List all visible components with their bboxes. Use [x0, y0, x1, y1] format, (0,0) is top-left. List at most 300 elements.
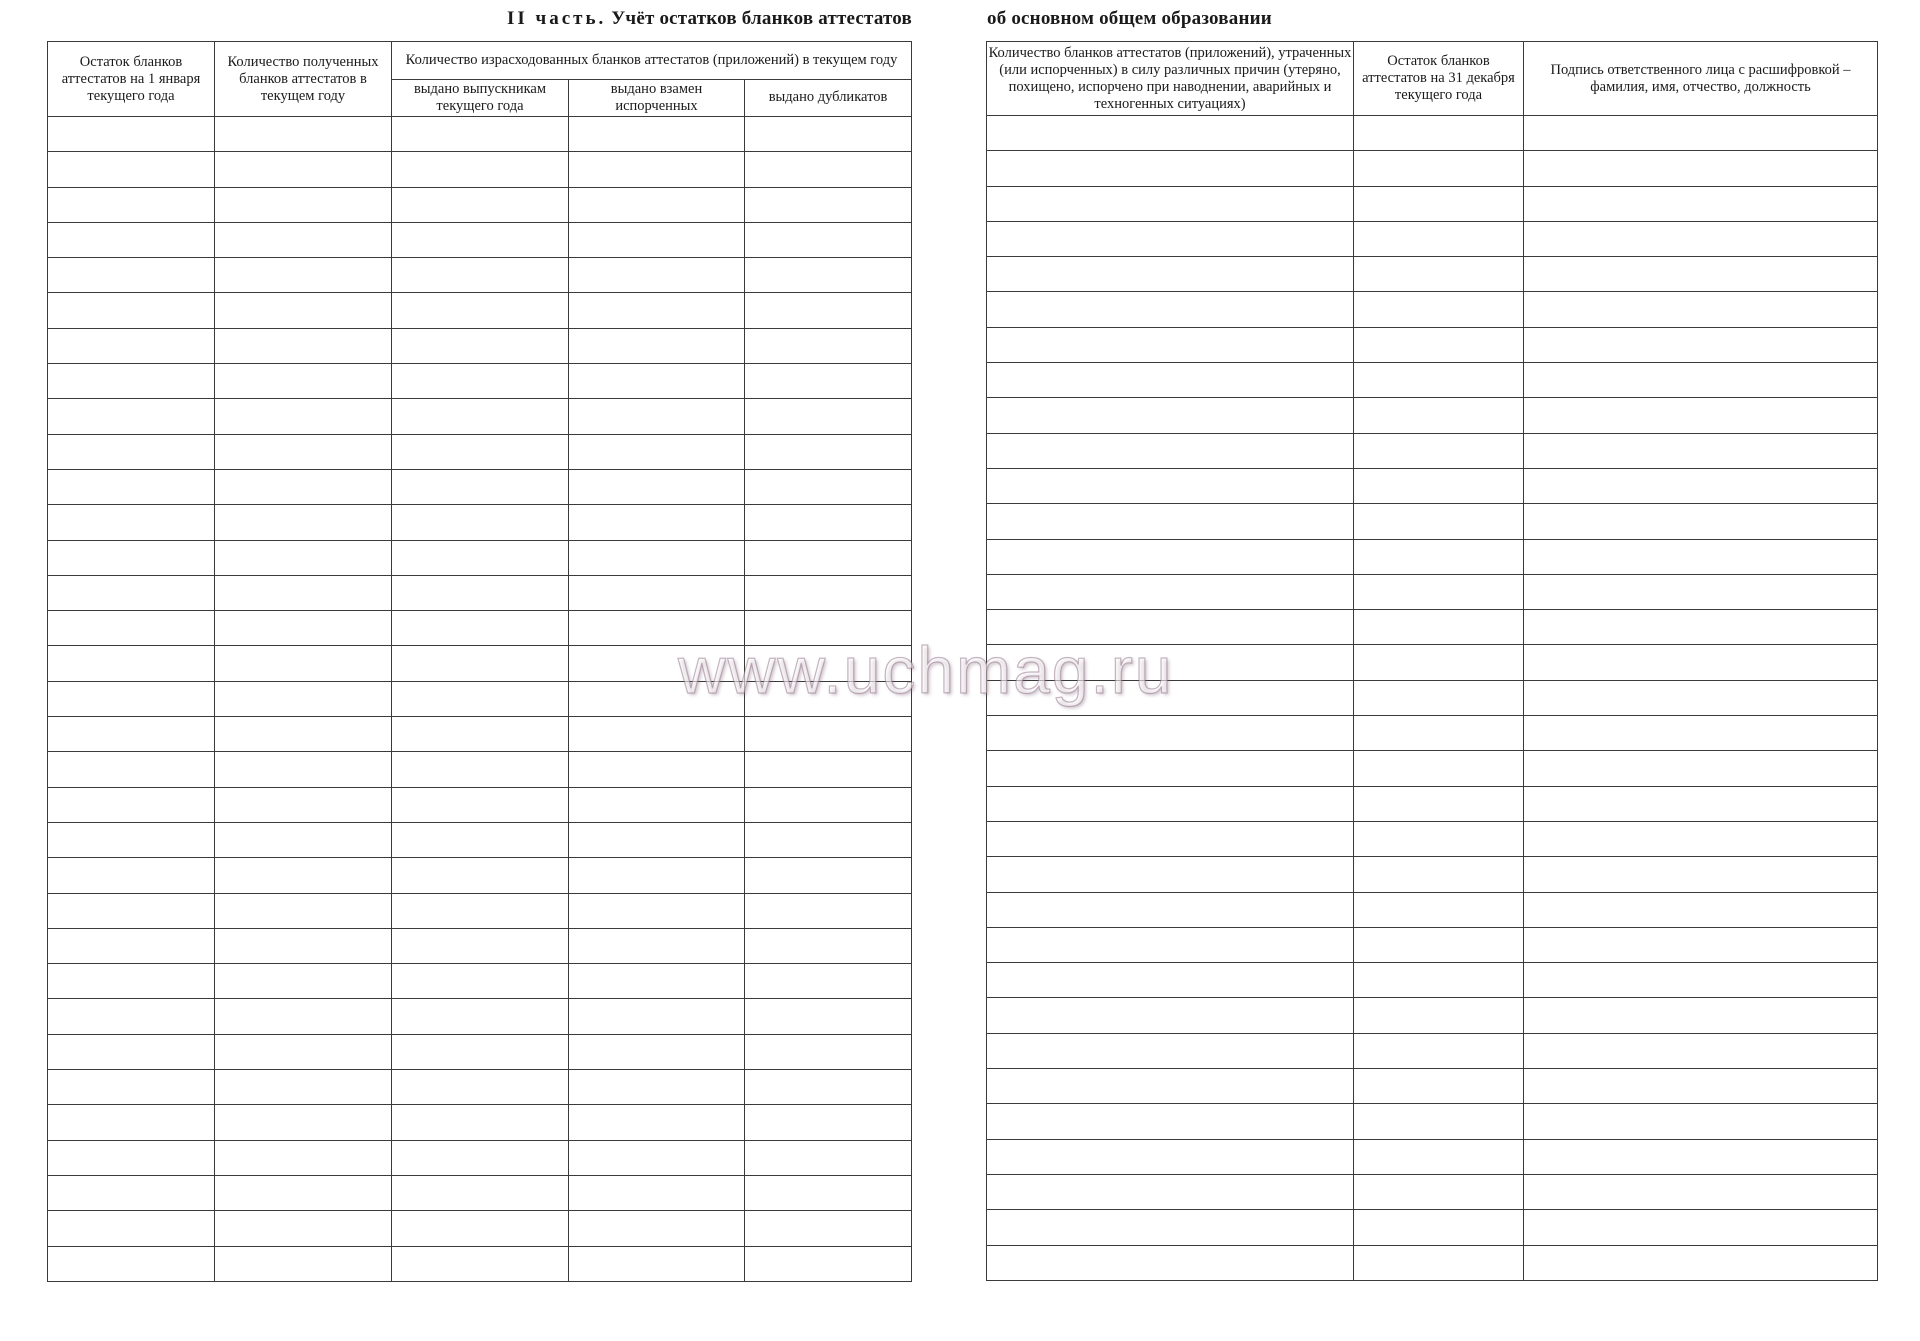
- table-cell[interactable]: [392, 469, 569, 504]
- table-cell[interactable]: [745, 117, 912, 152]
- table-cell[interactable]: [745, 399, 912, 434]
- table-row: [48, 575, 912, 610]
- table-row: [987, 786, 1878, 821]
- table-cell[interactable]: [48, 928, 215, 963]
- table-cell[interactable]: [392, 893, 569, 928]
- table-cell[interactable]: [1524, 927, 1878, 962]
- table-cell[interactable]: [569, 364, 745, 399]
- table-cell[interactable]: [569, 964, 745, 999]
- table-row: [987, 892, 1878, 927]
- table-cell[interactable]: [1524, 539, 1878, 574]
- table-row: [48, 1140, 912, 1175]
- table-row: [48, 928, 912, 963]
- table-cell[interactable]: [569, 222, 745, 257]
- table-cell[interactable]: [569, 434, 745, 469]
- table-row: [987, 151, 1878, 186]
- table-cell[interactable]: [569, 187, 745, 222]
- table-cell[interactable]: [215, 293, 392, 328]
- table-cell[interactable]: [48, 1246, 215, 1281]
- table-cell[interactable]: [745, 1070, 912, 1105]
- table-cell[interactable]: [1524, 821, 1878, 856]
- table-cell[interactable]: [569, 999, 745, 1034]
- table-cell[interactable]: [1354, 116, 1524, 151]
- table-cell[interactable]: [215, 1246, 392, 1281]
- table-cell[interactable]: [215, 117, 392, 152]
- table-cell[interactable]: [215, 611, 392, 646]
- table-cell[interactable]: [1354, 151, 1524, 186]
- table-cell[interactable]: [987, 645, 1354, 680]
- table-cell[interactable]: [987, 327, 1354, 362]
- table-cell[interactable]: [48, 1175, 215, 1210]
- table-cell[interactable]: [1524, 398, 1878, 433]
- table-cell[interactable]: [392, 717, 569, 752]
- table-cell[interactable]: [1524, 151, 1878, 186]
- table-row: [48, 187, 912, 222]
- table-row: [987, 821, 1878, 856]
- table-cell[interactable]: [1524, 1033, 1878, 1068]
- table-cell[interactable]: [215, 399, 392, 434]
- table-row: [48, 1175, 912, 1210]
- table-cell[interactable]: [215, 187, 392, 222]
- table-cell[interactable]: [1524, 257, 1878, 292]
- table-cell[interactable]: [48, 611, 215, 646]
- table-cell[interactable]: [392, 1175, 569, 1210]
- table-cell[interactable]: [987, 821, 1354, 856]
- table-row: [987, 327, 1878, 362]
- table-cell[interactable]: [48, 152, 215, 187]
- table-cell[interactable]: [48, 540, 215, 575]
- table-cell[interactable]: [569, 858, 745, 893]
- table-row: [987, 963, 1878, 998]
- table-row: [987, 751, 1878, 786]
- table-cell[interactable]: [987, 1245, 1354, 1280]
- table-cell[interactable]: [48, 117, 215, 152]
- table-cell[interactable]: [392, 822, 569, 857]
- table-cell[interactable]: [745, 646, 912, 681]
- table-cell[interactable]: [745, 611, 912, 646]
- table-row: [987, 1033, 1878, 1068]
- table-row: [48, 858, 912, 893]
- table-cell[interactable]: [987, 574, 1354, 609]
- table-cell[interactable]: [1524, 1245, 1878, 1280]
- table-cell[interactable]: [215, 1175, 392, 1210]
- table-cell[interactable]: [392, 540, 569, 575]
- table-cell[interactable]: [215, 1211, 392, 1246]
- table-cell[interactable]: [745, 222, 912, 257]
- table-cell[interactable]: [745, 752, 912, 787]
- table-cell[interactable]: [745, 999, 912, 1034]
- table-cell[interactable]: [1524, 610, 1878, 645]
- table-cell[interactable]: [48, 575, 215, 610]
- table-row: [48, 752, 912, 787]
- table-cell[interactable]: [48, 1105, 215, 1140]
- table-cell[interactable]: [569, 399, 745, 434]
- table-cell[interactable]: [1524, 857, 1878, 892]
- table-cell[interactable]: [569, 575, 745, 610]
- table-cell[interactable]: [392, 328, 569, 363]
- table-cell[interactable]: [1354, 857, 1524, 892]
- table-cell[interactable]: [987, 1069, 1354, 1104]
- table-cell[interactable]: [392, 1140, 569, 1175]
- table-cell[interactable]: [215, 752, 392, 787]
- table-cell[interactable]: [1354, 221, 1524, 256]
- table-cell[interactable]: [1354, 398, 1524, 433]
- table-cell[interactable]: [215, 964, 392, 999]
- table-cell[interactable]: [987, 116, 1354, 151]
- table-cell[interactable]: [1524, 468, 1878, 503]
- table-cell[interactable]: [987, 363, 1354, 398]
- table-cell[interactable]: [745, 681, 912, 716]
- table-cell[interactable]: [1524, 1139, 1878, 1174]
- table-cell[interactable]: [48, 1211, 215, 1246]
- table-cell[interactable]: [1524, 1069, 1878, 1104]
- table-cell[interactable]: [745, 928, 912, 963]
- table-row: [48, 540, 912, 575]
- table-cell[interactable]: [392, 1211, 569, 1246]
- table-cell[interactable]: [1354, 645, 1524, 680]
- table-cell[interactable]: [215, 434, 392, 469]
- table-cell[interactable]: [215, 575, 392, 610]
- table-cell[interactable]: [745, 1246, 912, 1281]
- table-cell[interactable]: [1524, 327, 1878, 362]
- table-cell[interactable]: [569, 752, 745, 787]
- table-cell[interactable]: [745, 540, 912, 575]
- table-cell[interactable]: [48, 505, 215, 540]
- table-cell[interactable]: [48, 1140, 215, 1175]
- table-cell[interactable]: [48, 717, 215, 752]
- table-cell[interactable]: [1524, 716, 1878, 751]
- table-cell[interactable]: [569, 646, 745, 681]
- table-cell[interactable]: [392, 646, 569, 681]
- table-cell[interactable]: [1524, 645, 1878, 680]
- table-cell[interactable]: [987, 292, 1354, 327]
- table-cell[interactable]: [987, 751, 1354, 786]
- right-ledger-table: [986, 41, 1878, 1281]
- table-cell[interactable]: [569, 681, 745, 716]
- table-cell[interactable]: [215, 822, 392, 857]
- table-cell[interactable]: [215, 1140, 392, 1175]
- table-cell[interactable]: [1354, 821, 1524, 856]
- table-cell[interactable]: [392, 258, 569, 293]
- table-cell[interactable]: [215, 717, 392, 752]
- table-cell[interactable]: [569, 1211, 745, 1246]
- header-balance-dec31: Остаток бланков аттестатов на 31 декабря текущего года: [1354, 42, 1524, 116]
- table-cell[interactable]: [1524, 751, 1878, 786]
- table-cell[interactable]: [987, 1139, 1354, 1174]
- table-cell[interactable]: [215, 893, 392, 928]
- table-cell[interactable]: [1354, 539, 1524, 574]
- table-cell[interactable]: [392, 681, 569, 716]
- table-cell[interactable]: [392, 117, 569, 152]
- table-cell[interactable]: [745, 1211, 912, 1246]
- table-cell[interactable]: [48, 187, 215, 222]
- table-row: [48, 822, 912, 857]
- table-cell[interactable]: [569, 928, 745, 963]
- table-cell[interactable]: [48, 222, 215, 257]
- table-cell[interactable]: [569, 822, 745, 857]
- table-cell[interactable]: [569, 1034, 745, 1069]
- table-cell[interactable]: [569, 258, 745, 293]
- table-cell[interactable]: [215, 681, 392, 716]
- table-cell[interactable]: [215, 1070, 392, 1105]
- table-cell[interactable]: [745, 364, 912, 399]
- table-cell[interactable]: [1524, 1174, 1878, 1209]
- table-row: [987, 645, 1878, 680]
- table-cell[interactable]: [987, 680, 1354, 715]
- table-cell[interactable]: [392, 999, 569, 1034]
- header-spent-blanks-group: Количество израсходованных бланков аттестатов (приложений) в текущем году: [392, 42, 912, 80]
- table-cell[interactable]: [215, 152, 392, 187]
- table-cell[interactable]: [48, 469, 215, 504]
- table-cell[interactable]: [48, 787, 215, 822]
- table-cell[interactable]: [569, 469, 745, 504]
- table-cell[interactable]: [745, 258, 912, 293]
- table-cell[interactable]: [569, 1105, 745, 1140]
- table-cell[interactable]: [569, 152, 745, 187]
- table-cell[interactable]: [215, 787, 392, 822]
- table-cell[interactable]: [1354, 892, 1524, 927]
- table-cell[interactable]: [392, 858, 569, 893]
- table-cell[interactable]: [48, 964, 215, 999]
- table-cell[interactable]: [1354, 680, 1524, 715]
- table-cell[interactable]: [1524, 363, 1878, 398]
- table-row: [48, 293, 912, 328]
- table-cell[interactable]: [1354, 1104, 1524, 1139]
- table-cell[interactable]: [48, 1070, 215, 1105]
- table-cell[interactable]: [987, 257, 1354, 292]
- table-cell[interactable]: [215, 928, 392, 963]
- table-cell[interactable]: [569, 717, 745, 752]
- table-row: [987, 257, 1878, 292]
- table-cell[interactable]: [987, 151, 1354, 186]
- table-cell[interactable]: [1354, 1069, 1524, 1104]
- table-cell[interactable]: [48, 364, 215, 399]
- table-cell[interactable]: [745, 787, 912, 822]
- table-cell[interactable]: [987, 716, 1354, 751]
- table-cell[interactable]: [48, 293, 215, 328]
- table-row: [48, 258, 912, 293]
- table-cell[interactable]: [745, 469, 912, 504]
- table-cell[interactable]: [1524, 433, 1878, 468]
- table-cell[interactable]: [987, 927, 1354, 962]
- table-cell[interactable]: [1524, 186, 1878, 221]
- table-cell[interactable]: [392, 611, 569, 646]
- table-cell[interactable]: [745, 858, 912, 893]
- table-cell[interactable]: [987, 221, 1354, 256]
- table-row: [987, 716, 1878, 751]
- table-cell[interactable]: [987, 610, 1354, 645]
- table-cell[interactable]: [1354, 716, 1524, 751]
- table-cell[interactable]: [1524, 998, 1878, 1033]
- table-cell[interactable]: [48, 858, 215, 893]
- table-cell[interactable]: [1354, 610, 1524, 645]
- table-cell[interactable]: [987, 398, 1354, 433]
- table-cell[interactable]: [48, 999, 215, 1034]
- table-cell[interactable]: [1354, 363, 1524, 398]
- table-cell[interactable]: [1524, 116, 1878, 151]
- table-cell[interactable]: [215, 1105, 392, 1140]
- table-cell[interactable]: [1354, 504, 1524, 539]
- table-cell[interactable]: [569, 1140, 745, 1175]
- table-cell[interactable]: [215, 469, 392, 504]
- table-cell[interactable]: [392, 928, 569, 963]
- table-cell[interactable]: [1354, 751, 1524, 786]
- table-cell[interactable]: [1354, 433, 1524, 468]
- table-cell[interactable]: [569, 1175, 745, 1210]
- table-cell[interactable]: [392, 222, 569, 257]
- table-cell[interactable]: [392, 964, 569, 999]
- table-cell[interactable]: [48, 646, 215, 681]
- table-cell[interactable]: [1524, 786, 1878, 821]
- table-cell[interactable]: [987, 468, 1354, 503]
- table-cell[interactable]: [392, 575, 569, 610]
- table-cell[interactable]: [745, 293, 912, 328]
- table-cell[interactable]: [569, 1246, 745, 1281]
- table-cell[interactable]: [987, 857, 1354, 892]
- table-cell[interactable]: [48, 681, 215, 716]
- table-cell[interactable]: [569, 328, 745, 363]
- header-balance-jan1: Остаток бланков аттестатов на 1 января текущего года: [48, 42, 215, 117]
- table-cell[interactable]: [215, 328, 392, 363]
- table-cell[interactable]: [1354, 998, 1524, 1033]
- table-cell[interactable]: [1524, 680, 1878, 715]
- table-cell[interactable]: [1354, 327, 1524, 362]
- table-row: [987, 539, 1878, 574]
- table-cell[interactable]: [745, 505, 912, 540]
- table-cell[interactable]: [569, 611, 745, 646]
- table-cell[interactable]: [1354, 1033, 1524, 1068]
- table-cell[interactable]: [215, 222, 392, 257]
- table-cell[interactable]: [215, 540, 392, 575]
- title-left-text: Учёт остатков бланков аттестатов: [606, 8, 912, 29]
- table-cell[interactable]: [987, 786, 1354, 821]
- table-row: [987, 398, 1878, 433]
- table-cell[interactable]: [1354, 1174, 1524, 1209]
- table-cell[interactable]: [987, 504, 1354, 539]
- table-cell[interactable]: [987, 1174, 1354, 1209]
- table-row: [48, 611, 912, 646]
- table-cell[interactable]: [569, 293, 745, 328]
- table-cell[interactable]: [1524, 963, 1878, 998]
- table-cell[interactable]: [987, 186, 1354, 221]
- table-row: [987, 1174, 1878, 1209]
- table-cell[interactable]: [1354, 292, 1524, 327]
- table-cell[interactable]: [48, 328, 215, 363]
- table-cell[interactable]: [1354, 574, 1524, 609]
- table-cell[interactable]: [1524, 1210, 1878, 1245]
- table-cell[interactable]: [745, 893, 912, 928]
- table-cell[interactable]: [392, 505, 569, 540]
- table-cell[interactable]: [48, 258, 215, 293]
- table-cell[interactable]: [745, 434, 912, 469]
- table-row: [48, 1034, 912, 1069]
- table-cell[interactable]: [215, 858, 392, 893]
- table-cell[interactable]: [745, 1034, 912, 1069]
- table-cell[interactable]: [1354, 186, 1524, 221]
- table-cell[interactable]: [569, 1070, 745, 1105]
- table-cell[interactable]: [392, 752, 569, 787]
- table-cell[interactable]: [1354, 1210, 1524, 1245]
- table-cell[interactable]: [392, 293, 569, 328]
- table-cell[interactable]: [48, 1034, 215, 1069]
- table-cell[interactable]: [569, 117, 745, 152]
- table-cell[interactable]: [215, 505, 392, 540]
- table-cell[interactable]: [392, 787, 569, 822]
- table-cell[interactable]: [1354, 786, 1524, 821]
- table-cell[interactable]: [745, 1105, 912, 1140]
- table-cell[interactable]: [215, 364, 392, 399]
- table-cell[interactable]: [392, 1034, 569, 1069]
- table-cell[interactable]: [987, 433, 1354, 468]
- table-cell[interactable]: [745, 717, 912, 752]
- table-cell[interactable]: [215, 1034, 392, 1069]
- table-cell[interactable]: [392, 1070, 569, 1105]
- table-cell[interactable]: [215, 999, 392, 1034]
- table-cell[interactable]: [1354, 1139, 1524, 1174]
- table-cell[interactable]: [48, 399, 215, 434]
- table-cell[interactable]: [392, 152, 569, 187]
- table-cell[interactable]: [1524, 1104, 1878, 1139]
- table-cell[interactable]: [745, 964, 912, 999]
- table-cell[interactable]: [745, 1175, 912, 1210]
- table-cell[interactable]: [745, 575, 912, 610]
- table-cell[interactable]: [48, 893, 215, 928]
- table-cell[interactable]: [392, 1105, 569, 1140]
- table-cell[interactable]: [745, 1140, 912, 1175]
- table-cell[interactable]: [215, 646, 392, 681]
- table-cell[interactable]: [745, 187, 912, 222]
- table-cell[interactable]: [1354, 927, 1524, 962]
- table-cell[interactable]: [392, 364, 569, 399]
- table-cell[interactable]: [745, 822, 912, 857]
- table-cell[interactable]: [48, 752, 215, 787]
- table-cell[interactable]: [569, 540, 745, 575]
- table-cell[interactable]: [215, 258, 392, 293]
- table-cell[interactable]: [745, 152, 912, 187]
- table-cell[interactable]: [48, 822, 215, 857]
- table-cell[interactable]: [392, 187, 569, 222]
- table-cell[interactable]: [745, 328, 912, 363]
- table-cell[interactable]: [987, 963, 1354, 998]
- table-cell[interactable]: [1354, 468, 1524, 503]
- table-row: [48, 787, 912, 822]
- table-row: [48, 646, 912, 681]
- table-cell[interactable]: [1524, 892, 1878, 927]
- table-cell[interactable]: [987, 539, 1354, 574]
- table-cell[interactable]: [392, 399, 569, 434]
- table-cell[interactable]: [1354, 1245, 1524, 1280]
- table-cell[interactable]: [1354, 257, 1524, 292]
- table-cell[interactable]: [987, 1104, 1354, 1139]
- table-cell[interactable]: [1524, 504, 1878, 539]
- table-cell[interactable]: [1524, 221, 1878, 256]
- table-cell[interactable]: [392, 434, 569, 469]
- table-cell[interactable]: [569, 505, 745, 540]
- table-cell[interactable]: [1524, 574, 1878, 609]
- table-cell[interactable]: [1524, 292, 1878, 327]
- table-cell[interactable]: [987, 892, 1354, 927]
- table-cell[interactable]: [392, 1246, 569, 1281]
- table-cell[interactable]: [1354, 963, 1524, 998]
- table-cell[interactable]: [987, 1210, 1354, 1245]
- table-cell[interactable]: [569, 893, 745, 928]
- table-cell[interactable]: [569, 787, 745, 822]
- table-cell[interactable]: [987, 998, 1354, 1033]
- table-cell[interactable]: [987, 1033, 1354, 1068]
- table-row: [48, 399, 912, 434]
- table-row: [987, 1139, 1878, 1174]
- table-cell[interactable]: [48, 434, 215, 469]
